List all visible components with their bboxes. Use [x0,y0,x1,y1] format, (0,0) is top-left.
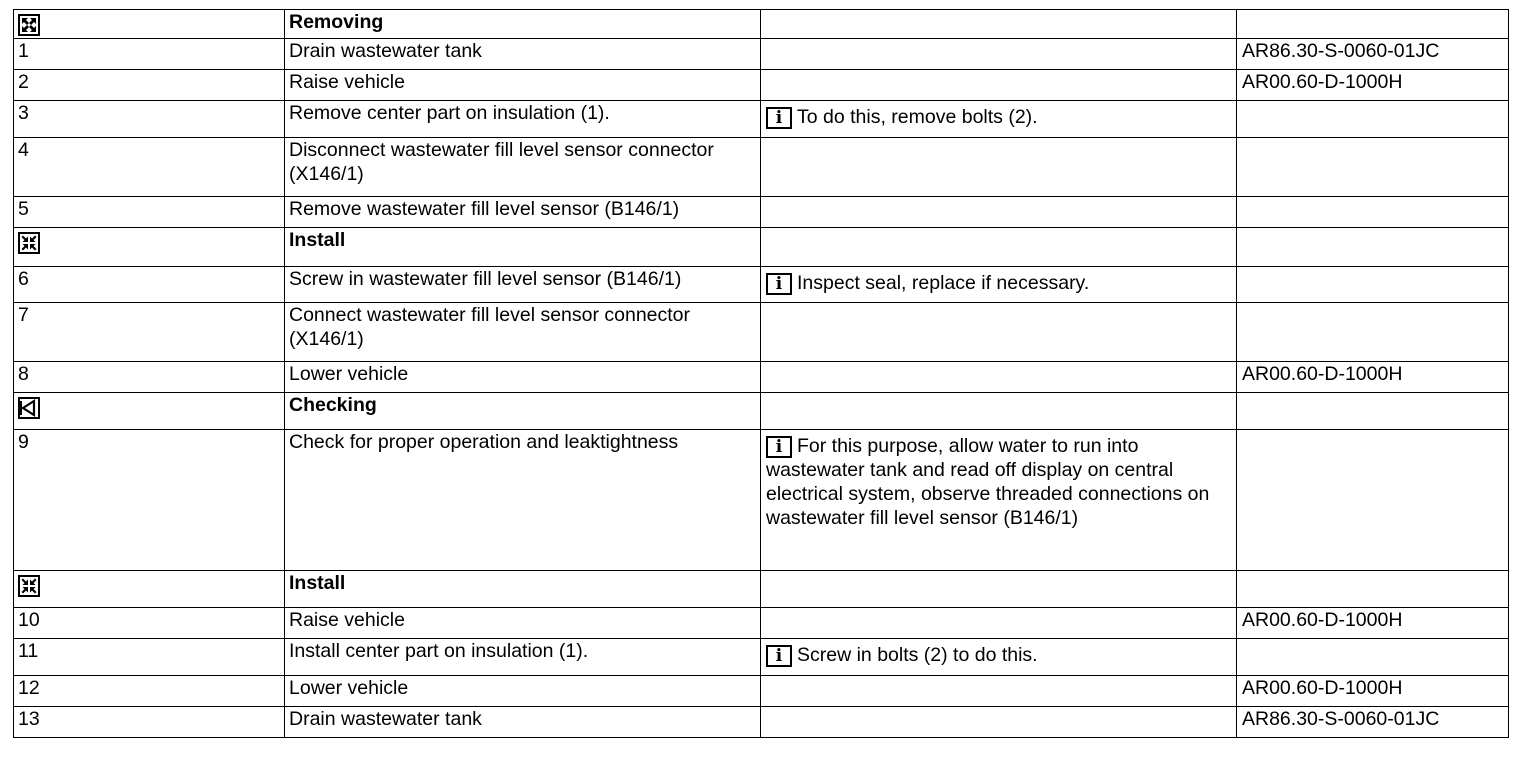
reference-link [1237,430,1509,571]
note-content [766,105,1232,129]
info-icon: i [766,436,792,458]
step-note [761,707,1237,738]
removing-icon [18,14,40,36]
step-note [761,197,1237,228]
step-text: Remove center part on insulation (1). [285,101,761,138]
step-note [761,228,1237,267]
step-row [14,707,1509,738]
step-text: Screw in wastewater fill level sensor (B146/1) [285,267,761,303]
step-text: Drain wastewater tank [285,39,761,70]
step-note [761,608,1237,639]
note-text: Screw in bolts (2) to do this. [797,644,1038,666]
step-text: Raise vehicle [285,608,761,639]
step-row [14,303,1509,362]
note-content [766,643,1232,667]
step-text: Disconnect wastewater fill level sensor connector (X146/1) [285,138,761,197]
step-note [761,267,1237,303]
info-icon: i [766,273,792,295]
step-text: Remove wastewater fill level sensor (B146/1) [285,197,761,228]
reference-link [1237,10,1509,39]
step-row [14,267,1509,303]
reference-link [1237,393,1509,430]
reference-link [1237,267,1509,303]
step-note [761,39,1237,70]
step-note [761,639,1237,676]
step-number: 3 [14,101,285,138]
step-number: 11 [14,639,285,676]
step-text: Lower vehicle [285,676,761,707]
step-note [761,362,1237,393]
reference-link [1237,639,1509,676]
reference-link [1237,303,1509,362]
reference-link[interactable]: AR00.60-D-1000H [1237,70,1509,101]
step-number: 9 [14,430,285,571]
step-number: 4 [14,138,285,197]
step-row [14,430,1509,571]
step-note [761,303,1237,362]
reference-link [1237,138,1509,197]
section-icon-cell [14,393,285,430]
note-text: To do this, remove bolts (2). [797,106,1038,128]
install-icon [18,575,40,597]
step-number: 2 [14,70,285,101]
reference-link[interactable]: AR00.60-D-1000H [1237,676,1509,707]
step-row [14,676,1509,707]
step-note [761,70,1237,101]
step-number: 10 [14,608,285,639]
section-title: Checking [285,393,761,430]
info-icon: i [766,645,792,667]
step-note [761,138,1237,197]
step-number: 5 [14,197,285,228]
step-number: 8 [14,362,285,393]
section-title: Removing [285,10,761,39]
step-note [761,393,1237,430]
step-row [14,639,1509,676]
procedure-table [13,9,1509,738]
reference-link[interactable]: AR86.30-S-0060-01JC [1237,707,1509,738]
section-row [14,393,1509,430]
step-note [761,101,1237,138]
reference-link [1237,571,1509,608]
note-text: For this purpose, allow water to run into wastewater tank and read off display on central electrical system, observe threaded connections on wastewater fill level sensor (B146/1) [766,435,1210,529]
section-title: Install [285,228,761,267]
step-text: Check for proper operation and leaktightness [285,430,761,571]
section-icon-cell [14,228,285,267]
reference-link[interactable]: AR00.60-D-1000H [1237,362,1509,393]
section-row [14,571,1509,608]
step-number: 1 [14,39,285,70]
step-note [761,676,1237,707]
section-icon-cell [14,10,285,39]
step-number: 6 [14,267,285,303]
info-icon: i [766,107,792,129]
step-text: Raise vehicle [285,70,761,101]
install-icon [18,232,40,254]
section-icon-cell [14,571,285,608]
reference-link [1237,101,1509,138]
step-text: Connect wastewater fill level sensor connector (X146/1) [285,303,761,362]
step-row [14,197,1509,228]
section-row [14,10,1509,39]
reference-link [1237,228,1509,267]
step-text: Drain wastewater tank [285,707,761,738]
step-row [14,362,1509,393]
reference-link[interactable]: AR86.30-S-0060-01JC [1237,39,1509,70]
note-content [766,434,1232,530]
step-number: 7 [14,303,285,362]
checking-icon [18,397,40,419]
step-note [761,10,1237,39]
procedure-table-body [14,10,1509,738]
step-row [14,608,1509,639]
step-row [14,39,1509,70]
step-note [761,571,1237,608]
section-title: Install [285,571,761,608]
step-row [14,70,1509,101]
reference-link[interactable]: AR00.60-D-1000H [1237,608,1509,639]
step-text: Install center part on insulation (1). [285,639,761,676]
note-text: Inspect seal, replace if necessary. [797,272,1090,294]
section-row [14,228,1509,267]
step-number: 13 [14,707,285,738]
step-row [14,138,1509,197]
reference-link [1237,197,1509,228]
note-content [766,271,1232,295]
step-row [14,101,1509,138]
step-note [761,430,1237,571]
step-number: 12 [14,676,285,707]
step-text: Lower vehicle [285,362,761,393]
